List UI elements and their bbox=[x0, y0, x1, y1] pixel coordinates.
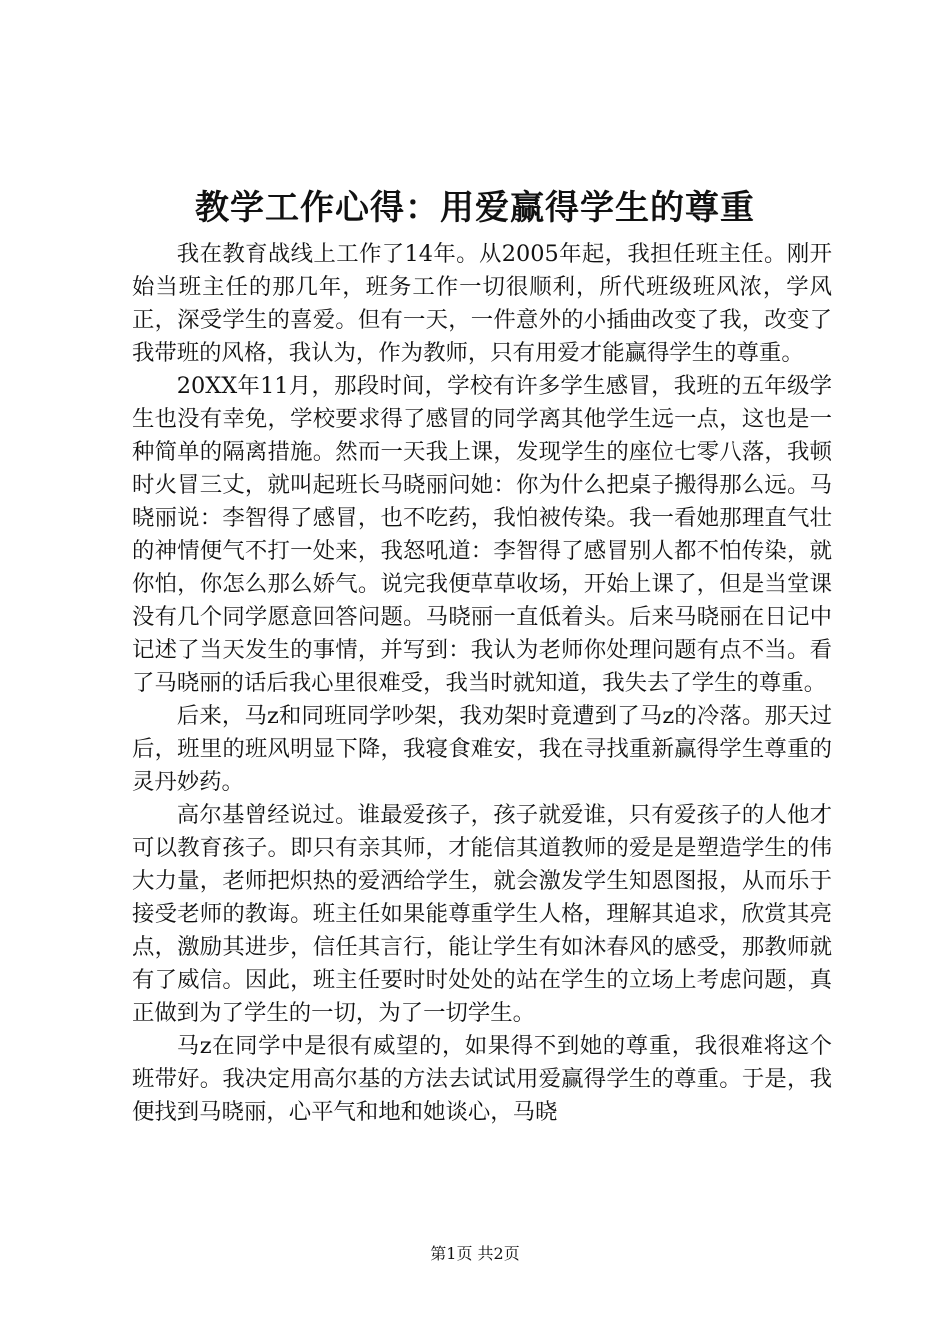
paragraph-2: 20XX年11月，那段时间，学校有许多学生感冒，我班的五年级学生也没有幸免，学校要求得了感冒的同学离其他学生远一点，这也是一种简单的隔离措施。然而一天我上课，发现学生的座位七零八落，我顿时火冒三丈，就叫起班长马晓丽问她：你为什么把桌子搬得那么远。马晓丽说：李智得了感冒，也不吃药，我怕被传染。我一看她那理直气壮的神情便气不打一处来，我怒吼道：李智得了感冒别人都不怕传染，就你怕，你怎么那么娇气。说完我便草草收场，开始上课了，但是当堂课没有几个同学愿意回答问题。马晓丽一直低着头。后来马晓丽在日记中记述了当天发生的事情，并写到：我认为老师你处理问题有点不当。看了马晓丽的话后我心里很难受，我当时就知道，我失去了学生的尊重。 bbox=[132, 373, 832, 696]
paragraph-1: 我在教育战线上工作了14年。从2005年起，我担任班主任。刚开始当班主任的那几年，班务工作一切很顺利，所代班级班风浓，学风正，深受学生的喜爱。但有一天，一件意外的小插曲改变了我，改变了我带班的风格，我认为，作为教师，只有用爱才能赢得学生的尊重。 bbox=[132, 241, 832, 366]
paragraph-3: 后来，马z和同班同学吵架，我劝架时竟遭到了马z的冷落。那天过后，班里的班风明显下降，我寝食难安，我在寻找重新赢得学生尊重的灵丹妙药。 bbox=[132, 703, 832, 795]
paragraph-4: 高尔基曾经说过。谁最爱孩子，孩子就爱谁，只有爱孩子的人他才可以教育孩子。即只有亲其师，才能信其道教师的爱是是塑造学生的伟大力量，老师把炽热的爱洒给学生，就会激发学生知恩图报，从而乐于接受老师的教诲。班主任如果能尊重学生人格，理解其追求，欣赏其亮点，激励其进步，信任其言行，能让学生有如沐春风的感受，那教师就有了威信。因此，班主任要时时处处的站在学生的立场上考虑问题，真正做到为了学生的一切，为了一切学生。 bbox=[132, 802, 832, 1026]
page-footer: 第1页 共2页 bbox=[430, 1244, 520, 1263]
document-body bbox=[132, 238, 832, 1129]
paragraph-5: 马z在同学中是很有威望的，如果得不到她的尊重，我很难将这个班带好。我决定用高尔基的方法去试试用爱赢得学生的尊重。于是，我便找到马晓丽，心平气和地和她谈心，马晓 bbox=[132, 1033, 832, 1125]
document-title: 教学工作心得：用爱赢得学生的尊重 bbox=[195, 188, 755, 228]
